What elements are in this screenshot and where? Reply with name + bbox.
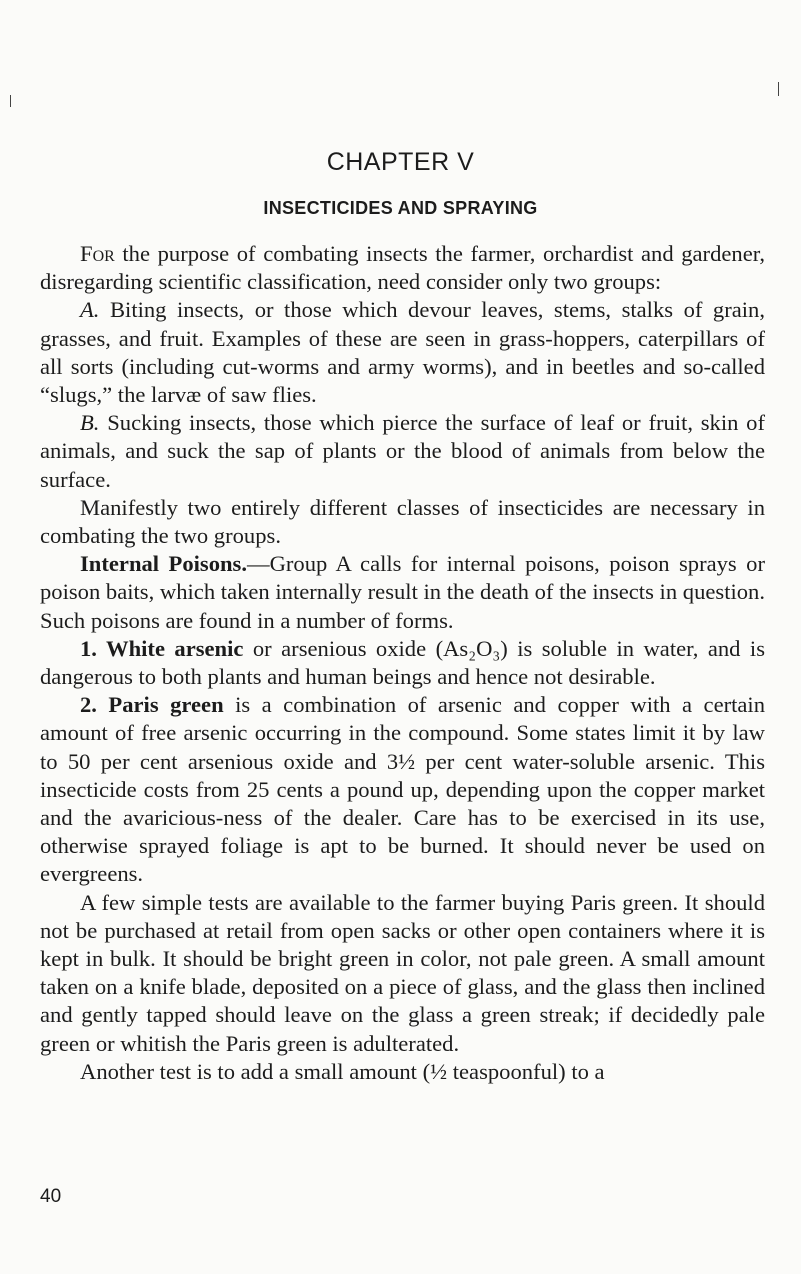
paragraph-another-test xyxy=(40,1058,765,1086)
paragraph-text: A few simple tests are available to the farmer buying Paris green. It should not be purchased at retail from open sacks or other open containers where it is kept in bulk. It should be bright green in color, not pale green. A small amount taken on a knife blade, deposited on a piece of glass, and the glass then inclined and gently tapped should leave on the glass a green streak; if decidedly pale green or whitish the Paris green is adulterated. xyxy=(40,889,765,1056)
paragraph-biting-insects xyxy=(40,296,765,409)
body-text xyxy=(40,240,765,1086)
paragraph-manifestly xyxy=(40,494,765,550)
paragraph-internal-poisons xyxy=(40,550,765,635)
section-title: INSECTICIDES AND SPRAYING xyxy=(263,198,538,218)
paragraph-text: Manifestly two entirely different classes of insecticides are necessary in combating the two groups. xyxy=(40,494,765,549)
paragraph-lead: For xyxy=(80,241,115,266)
paragraph-text: —Group A calls for internal poisons, poison sprays or poison baits, which taken internally result in the death of the insects in question. Such poisons are found in a number of forms. xyxy=(40,551,765,633)
paragraph-text: Another test is to add a small amount (½ teaspoonful) to a xyxy=(80,1058,605,1084)
paragraph-text: is a combination of arsenic and copper with a certain amount of free arsenic occurring in the compound. Some states limit it by law to 50 per cent arsenious oxide and 3½ per cent water-soluble arsenic. This insecticide costs from 25 cents a pound up, depending upon the copper market and the avaricious-ness of the dealer. Care has to be exercised in its use, otherwise sprayed foliage is apt to be burned. It should never be used on evergreens. xyxy=(40,692,765,887)
paragraph-lead: Internal Poisons. xyxy=(80,551,247,577)
paragraph-text: Biting insects, or those which devour leaves, stems, stalks of grain, grasses, and fruit. Examples of these are seen in grass-hoppers, caterpillars of all sorts (including cut-worms and army worms), and in beetles and so-called “slugs,” the larvæ of saw flies. xyxy=(40,297,765,408)
paragraph-intro xyxy=(40,240,765,296)
paragraph-lead: B. xyxy=(80,410,100,436)
paragraph-sucking-insects xyxy=(40,409,765,494)
chapter-title: CHAPTER V xyxy=(326,148,475,176)
paragraph-white-arsenic xyxy=(40,635,765,691)
paragraph-lead: 1. White arsenic xyxy=(80,635,244,661)
paragraph-lead: A. xyxy=(80,297,100,323)
paragraph-simple-tests xyxy=(40,889,765,1058)
scan-mark-left xyxy=(10,95,11,107)
paragraph-paris-green xyxy=(40,691,765,888)
paragraph-text: Sucking insects, those which pierce the surface of leaf or fruit, skin of animals, and suck the sap of plants or the blood of animals from below the surface. xyxy=(40,410,765,492)
paragraph-lead: 2. Paris green xyxy=(80,692,224,718)
paragraph-text: or arsenious oxide (As₂O₃) is soluble in water, and is dangerous to both plants and human beings and hence not desirable. xyxy=(40,635,765,690)
paragraph-text: the purpose of combating insects the farmer, orchardist and gardener, disregarding scientific classification, need consider only two groups: xyxy=(40,241,765,295)
page-number: 40 xyxy=(40,1186,62,1207)
scan-mark-right xyxy=(778,82,779,96)
